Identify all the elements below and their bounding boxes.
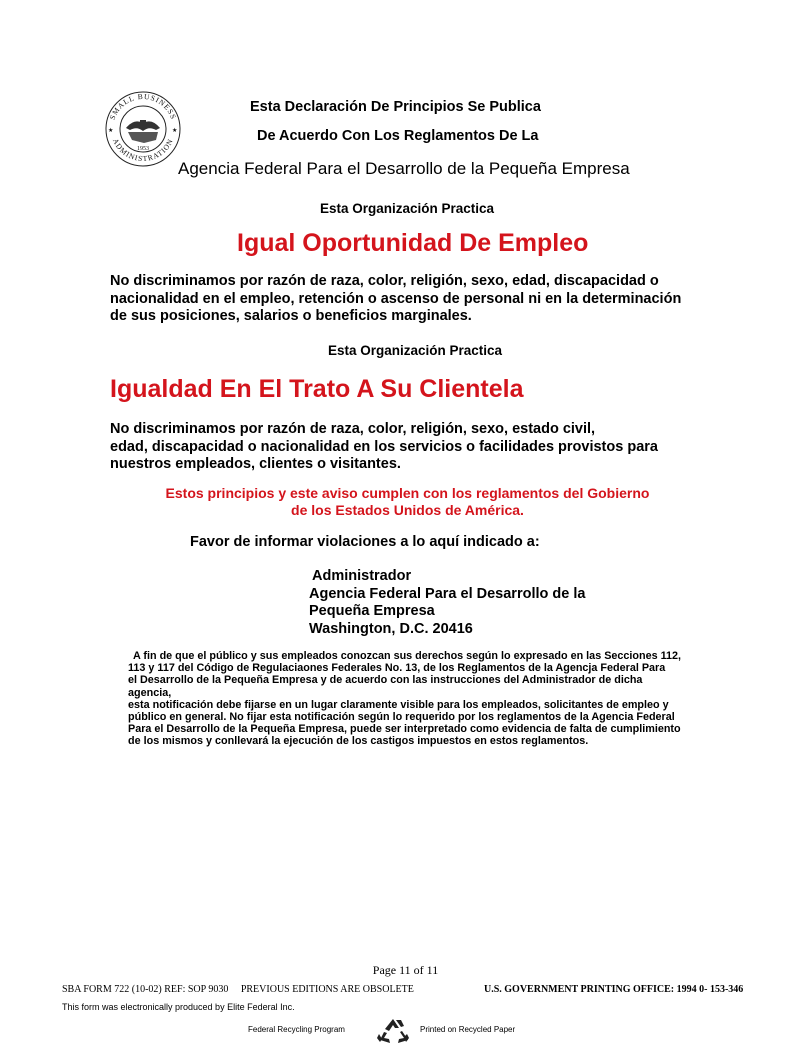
- section2-subtitle: Esta Organización Practica: [328, 343, 503, 358]
- agency-name: Agencia Federal Para el Desarrollo de la Pequeña Empresa: [178, 159, 630, 178]
- recycled-paper-label: Printed on Recycled Paper: [420, 1025, 516, 1034]
- section2-title: Igualdad En El Trato A Su Clientela: [110, 375, 524, 403]
- recycling-footer: [248, 1016, 548, 1046]
- fine-print-line: esta notificación debe fijarse en un lugar claramente visible para los empleados, solicitantes de empleo y: [128, 698, 669, 711]
- fine-print-line: público en general. No fijar esta notificación según lo requerido por los reglamentos de la Agencia Federal: [128, 711, 675, 724]
- address-line: Washington, D.C. 20416: [309, 620, 473, 637]
- svg-text:★: ★: [108, 128, 114, 134]
- fine-print-line: A fin de que el público y sus empleados conozcan sus derechos según lo expresado en las Secciones 112,: [133, 650, 682, 662]
- section1-line: No discriminamos por razón de raza, color, religión, sexo, edad, discapacidad o: [110, 273, 659, 289]
- recycle-icon: [371, 1016, 415, 1046]
- section1-title: Igual Oportunidad De Empleo: [237, 229, 589, 257]
- compliance-notice: [110, 485, 705, 519]
- seal-text-top: SMALL BUSINESS: [107, 91, 179, 122]
- section2-paragraph: [110, 421, 750, 474]
- seal-year: 1953: [137, 146, 149, 152]
- report-label: Favor de informar violaciones a lo aquí indicado a:: [190, 534, 540, 550]
- electronic-production-note: This form was electronically produced by Elite Federal Inc.: [62, 1002, 295, 1012]
- address-block: [309, 568, 585, 638]
- address-line: Agencia Federal Para el Desarrollo de la: [309, 585, 586, 602]
- fine-print-line: Para el Desarrollo de la Pequeña Empresa, puede ser interpretado como evidencia de falta de cumplimiento: [128, 723, 681, 736]
- fine-print-line: 113 y 117 del Código de Regulaciaones Federales No. 13, de los Reglamentos de la Agencja Federal Para: [128, 662, 666, 675]
- page-number: Page 11 of 11: [372, 963, 439, 977]
- address-line: Pequeña Empresa: [309, 603, 435, 619]
- header-line-2: De Acuerdo Con Los Reglamentos De La: [257, 128, 539, 144]
- svg-text:★: ★: [172, 128, 178, 134]
- section1-subtitle: Esta Organización Practica: [320, 201, 495, 216]
- sba-seal-icon: [104, 90, 182, 168]
- section1-line: nacionalidad en el empleo, retención o ascenso de personal ni en la determinación: [110, 290, 682, 307]
- section2-line: nuestros empleados, clientes o visitantes.: [110, 456, 401, 472]
- section2-line: edad, discapacidad o nacionalidad en los servicios o facilidades provistos para: [110, 438, 658, 455]
- printing-office: U.S. GOVERNMENT PRINTING OFFICE: 1994 0- 153-346: [484, 984, 744, 995]
- header-line-1: Esta Declaración De Principios Se Publica: [250, 99, 541, 115]
- fine-print-line: agencia,: [128, 686, 172, 699]
- seal-text-bottom: ADMINISTRATION: [110, 136, 176, 164]
- form-reference: SBA FORM 722 (10-02) REF: SOP 9030 PREVIOUS EDITIONS ARE OBSOLETE: [62, 984, 414, 995]
- section1-paragraph: [110, 273, 760, 326]
- fine-print: [128, 650, 753, 748]
- compliance-line: Estos principios y este aviso cumplen con los reglamentos del Gobierno: [165, 485, 650, 501]
- fine-print-line: el Desarrollo de la Pequeña Empresa y de acuerdo con las instrucciones del Administrador de dicha: [128, 674, 643, 687]
- section2-line: No discriminamos por razón de raza, color, religión, sexo, estado civil,: [110, 421, 596, 437]
- address-line: Administrador: [312, 568, 412, 584]
- fine-print-line: de los mismos y conllevará la ejecución de los castigos impuestos en estos reglamentos.: [128, 735, 589, 748]
- section1-line: de sus posiciones, salarios o beneficios marginales.: [110, 308, 472, 324]
- recycling-program-label: Federal Recycling Program: [248, 1025, 345, 1034]
- compliance-line: de los Estados Unidos de América.: [291, 502, 524, 518]
